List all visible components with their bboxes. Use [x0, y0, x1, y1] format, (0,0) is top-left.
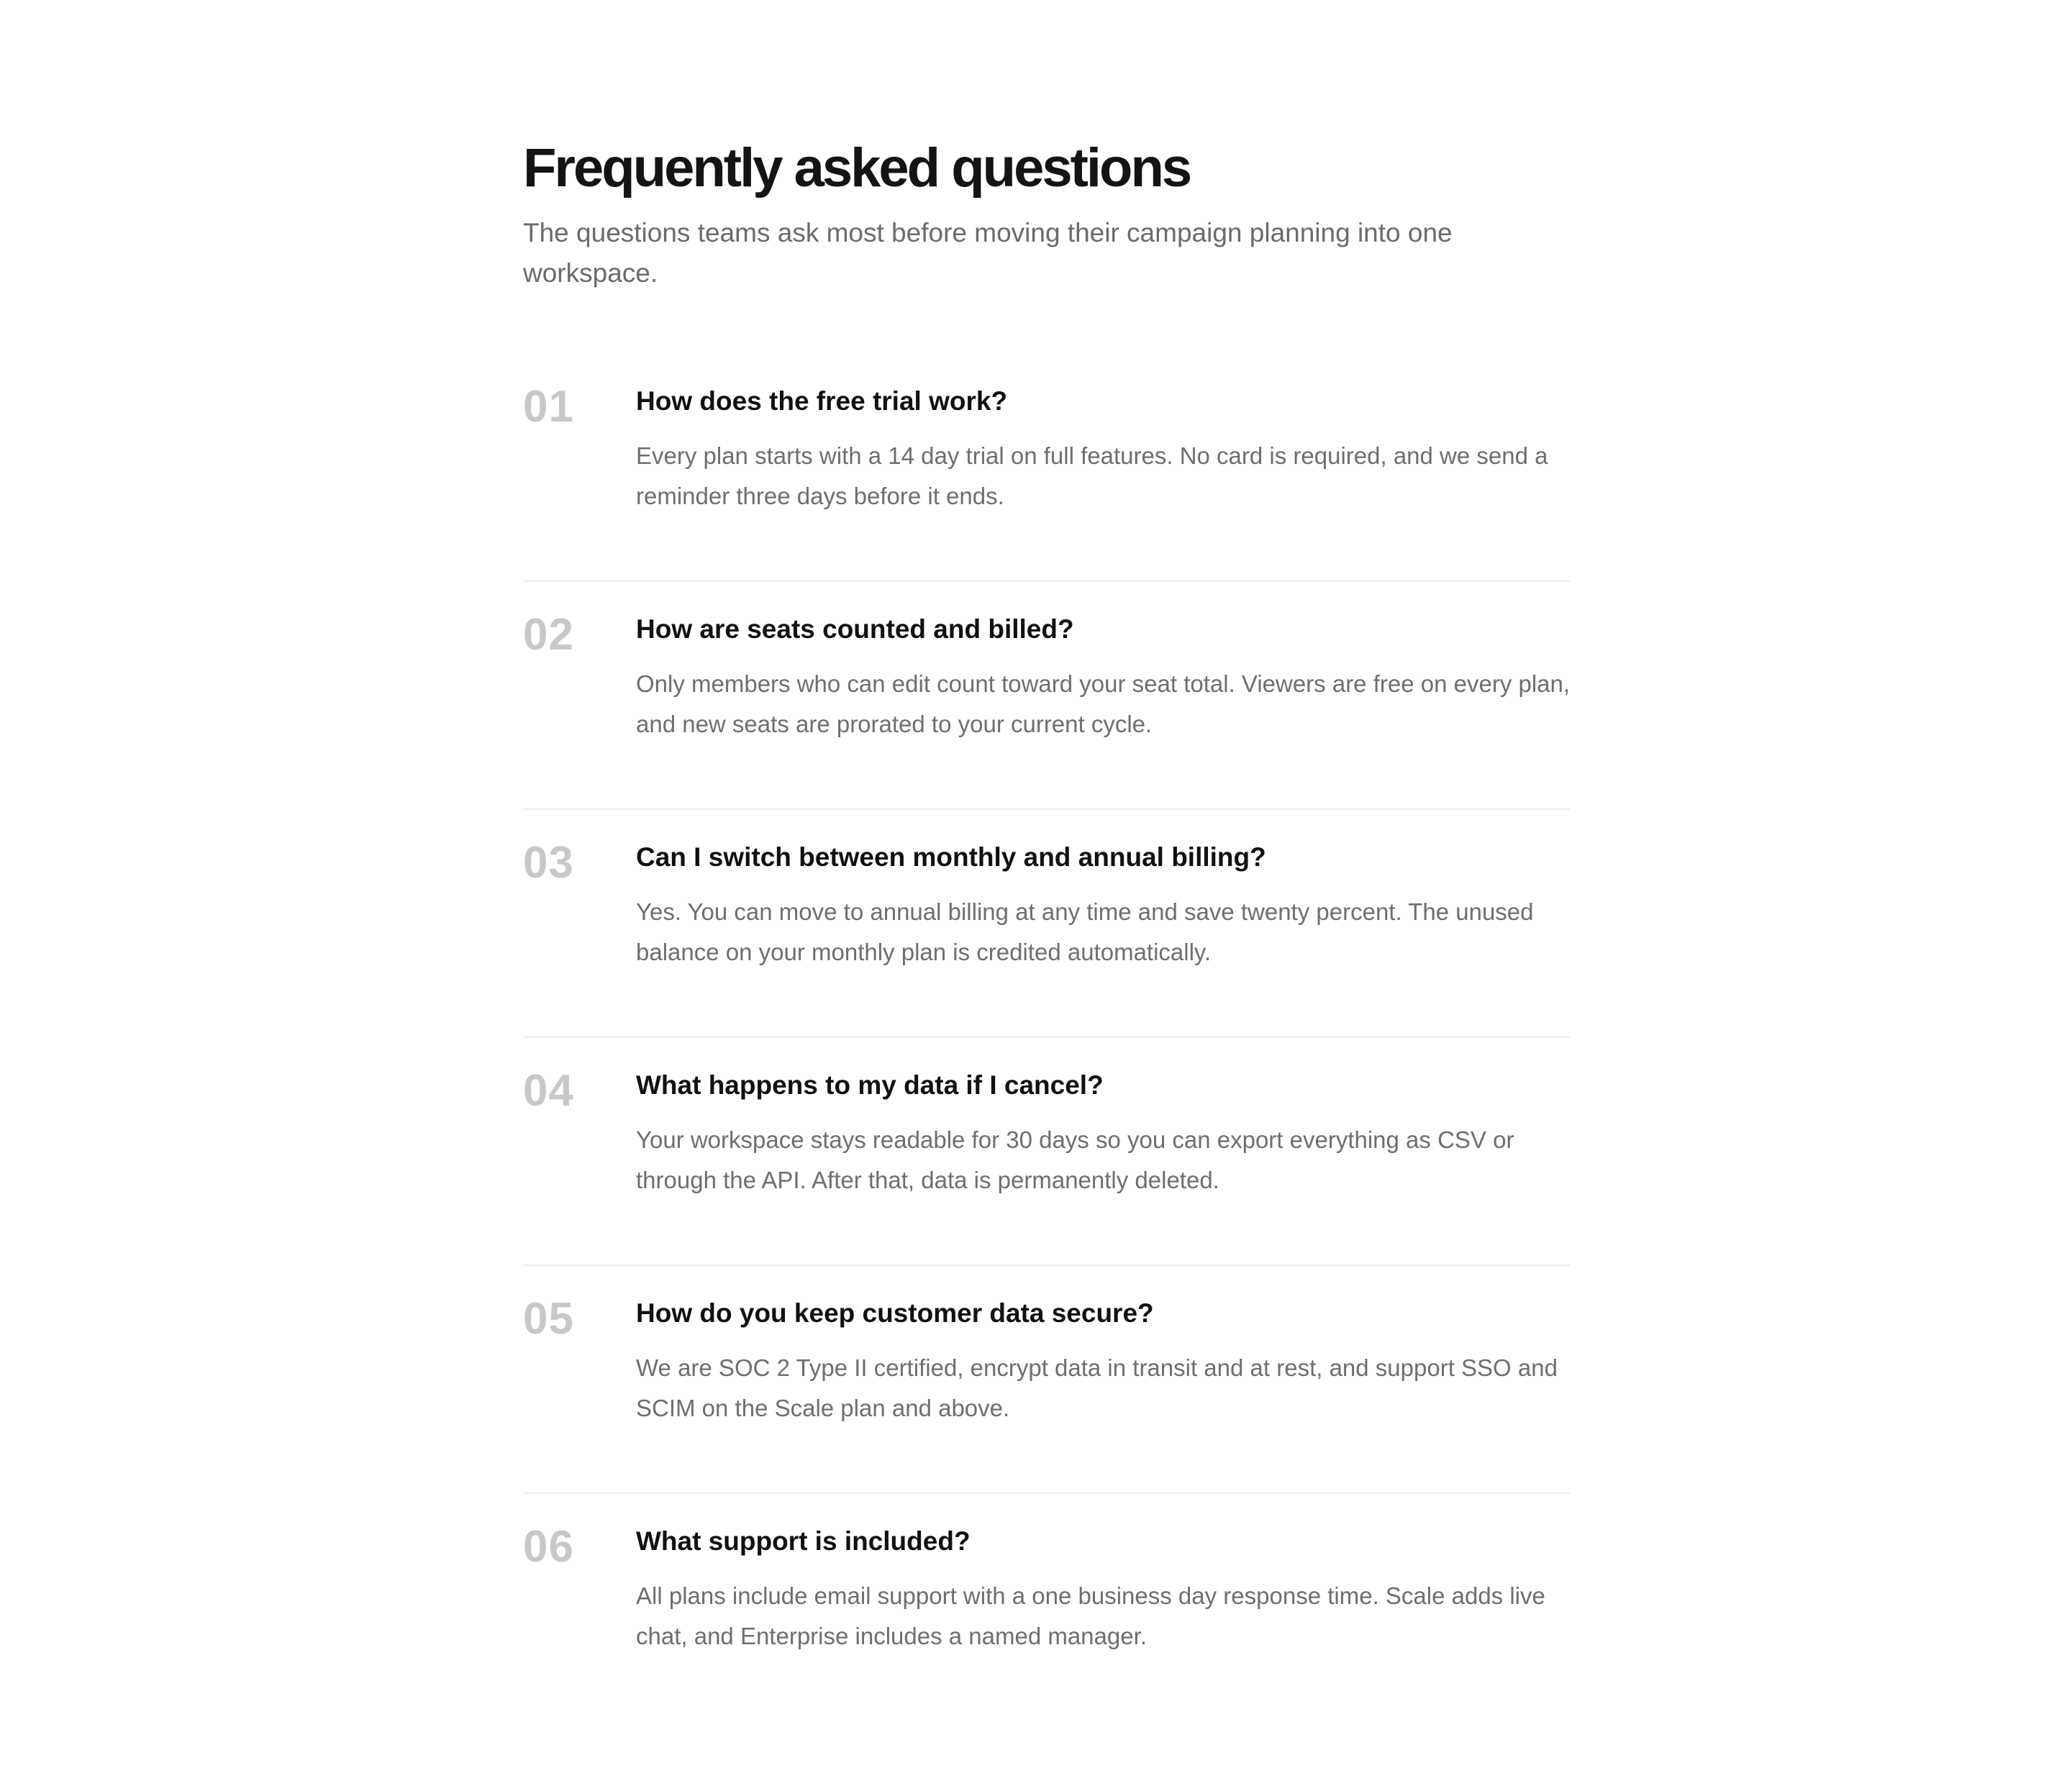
faq-answer: Only members who can edit count toward your seat total. Viewers are free on every plan, and new seats are prorated to your current cycle.: [636, 670, 1571, 737]
faq-question: Can I switch between monthly and annual billing?: [636, 842, 1266, 872]
faq-number: 01: [523, 382, 574, 432]
faq-answer: Every plan starts with a 14 day trial on full features. No card is required, and we send a reminder three days before it ends.: [636, 442, 1548, 509]
faq-body: [636, 1523, 1571, 1657]
faq-number: 06: [523, 1522, 574, 1572]
faq-item-6: [523, 1494, 1570, 1722]
faq-question: How do you keep customer data secure?: [636, 1298, 1154, 1328]
faq-body: [636, 383, 1571, 516]
faq-question: What happens to my data if I cancel?: [636, 1070, 1104, 1100]
faq-question: How does the free trial work?: [636, 386, 1008, 416]
faq-item-1: [523, 354, 1570, 582]
faq-title: Frequently asked questions: [523, 137, 1191, 199]
faq-body: [636, 1067, 1571, 1200]
faq-list: [523, 354, 1570, 1722]
faq-number: 03: [523, 838, 574, 888]
faq-number: 04: [523, 1066, 574, 1116]
faq-question: What support is included?: [636, 1526, 971, 1556]
faq-subtitle: The questions teams ask most before moving their campaign planning into one workspace.: [523, 218, 1453, 288]
faq-item-5: [523, 1266, 1570, 1494]
faq-item-4: [523, 1038, 1570, 1266]
faq-section: [523, 134, 1570, 1722]
faq-item-2: [523, 582, 1570, 810]
faq-question: How are seats counted and billed?: [636, 614, 1074, 644]
faq-answer: All plans include email support with a one business day response time. Scale adds live chat, and Enterprise includes a named manager.: [636, 1582, 1545, 1649]
faq-number: 05: [523, 1294, 574, 1344]
faq-body: [636, 1295, 1571, 1428]
faq-number: 02: [523, 610, 574, 660]
faq-item-3: [523, 810, 1570, 1038]
faq-body: [636, 839, 1571, 972]
faq-answer: Yes. You can move to annual billing at any time and save twenty percent. The unused balance on your monthly plan is credited automatically.: [636, 898, 1534, 965]
faq-answer: Your workspace stays readable for 30 days so you can export everything as CSV or through the API. After that, data is permanently deleted.: [636, 1126, 1514, 1193]
faq-body: [636, 611, 1571, 744]
faq-answer: We are SOC 2 Type II certified, encrypt data in transit and at rest, and support SSO and SCIM on the Scale plan and above.: [636, 1354, 1558, 1421]
